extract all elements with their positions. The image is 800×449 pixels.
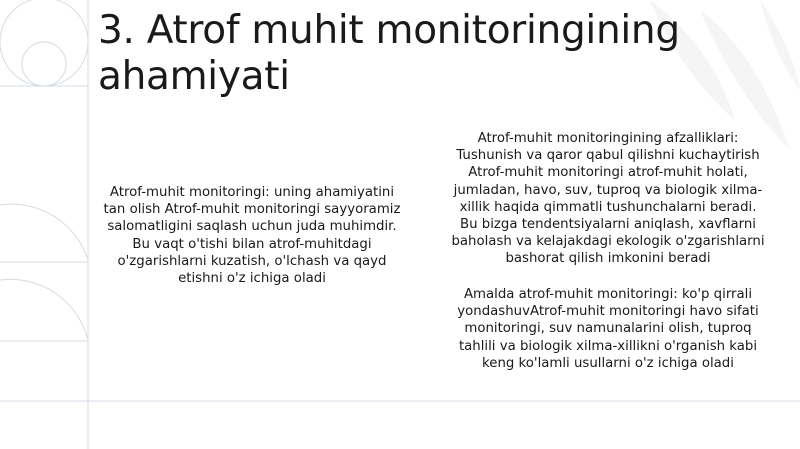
right-paragraph-advantages: Atrof-muhit monitoringining afzalliklari: Tushunish va qaror qabul qilishni kuchaytirish Atrof-muhit monitoringi atrof-muhit holati, jumladan, havo, suv, tuproq va biologik xilma-xillik haqida qimmatli tushunchalarni beradi. Bu bizga tendentsiyalarni aniqlash, xavflarni baholash va kelajakdagi ekologik o'zgarishlarni bashorat qilish imkonini beradi	[451, 131, 765, 267]
deco-circle-inner	[22, 42, 66, 86]
right-paragraph-practice: Amalda atrof-muhit monitoringi: ko'p qirrali yondashuvAtrof-muhit monitoringi havo sifati monitoringi, suv namunalarini olish, tuproq tahlili va biologik xilma-xillikni o'rganish kabi keng ko'lamli usullarni o'z ichiga oladi	[457, 287, 759, 371]
left-paragraph: Atrof-muhit monitoringi: uning ahamiyatini tan olish Atrof-muhit monitoringi sayyoramiz salomatligini saqlash uchun juda muhimdir. Bu vaqt o'tishi bilan atrof-muhitdagi o'zgarishlarni kuzatish, o'lchash va qayd etishni o'z ichiga oladi	[103, 185, 401, 287]
deco-arc-lower	[0, 279, 88, 340]
slide-title: 3. Atrof muhit monitoringining ahamiyati	[98, 8, 680, 99]
deco-arc-middle	[0, 204, 88, 260]
deco-circle-outer	[0, 0, 88, 86]
